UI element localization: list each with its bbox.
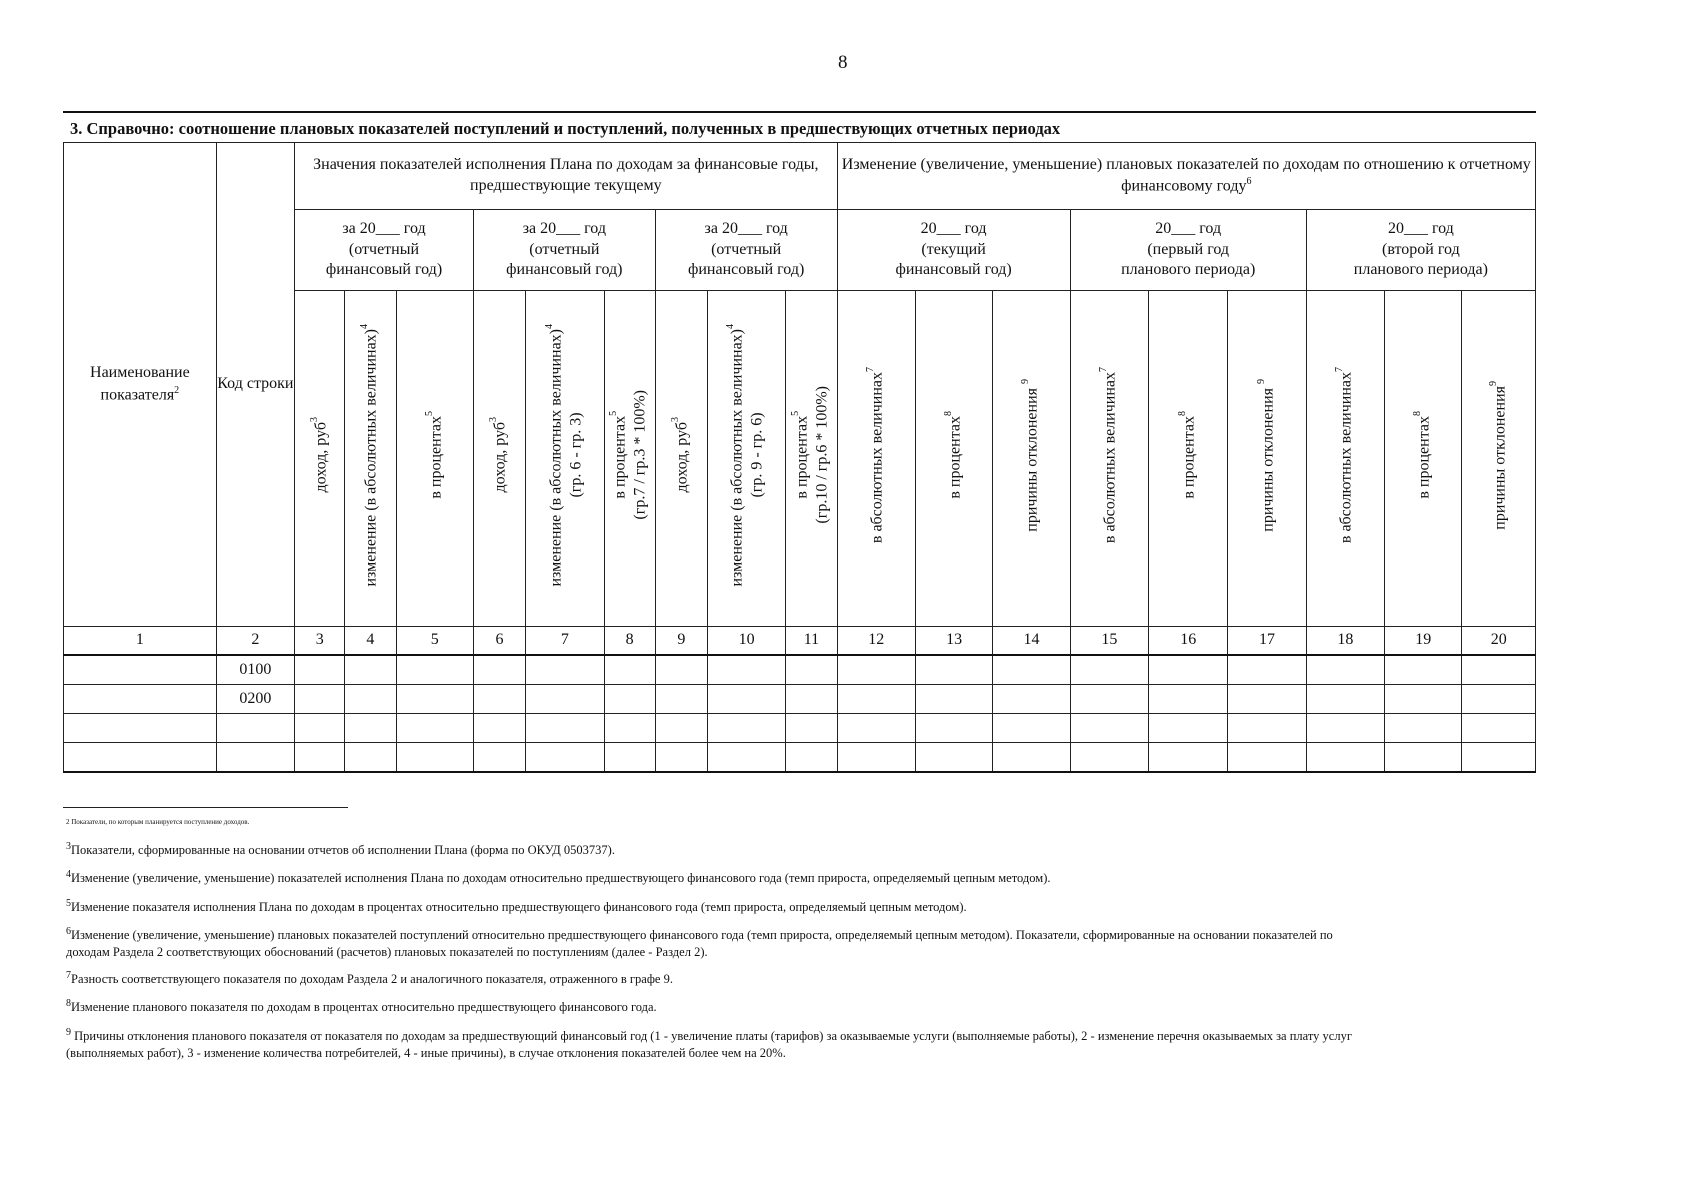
footnote-ref: 4	[725, 323, 737, 329]
year-header-3	[655, 210, 837, 291]
year-header-line2: (отчетный	[711, 240, 782, 258]
data-cell[interactable]	[1462, 714, 1536, 743]
data-cell[interactable]	[345, 714, 396, 743]
data-cell[interactable]	[655, 655, 707, 685]
subheader-label	[1412, 411, 1434, 499]
subheader-text: в процентах	[1415, 416, 1433, 499]
data-cell[interactable]	[915, 743, 992, 773]
data-cell[interactable]	[1385, 714, 1462, 743]
footnote-ref: 3	[488, 417, 500, 423]
data-cell[interactable]	[396, 714, 473, 743]
data-cell[interactable]	[345, 655, 396, 685]
footnote-number: 6	[66, 925, 71, 937]
subheader-label	[309, 417, 331, 493]
data-cell[interactable]	[1385, 655, 1462, 685]
year-header-line2: (отчетный	[529, 240, 600, 258]
subheader-col-4	[345, 291, 396, 627]
data-cell[interactable]	[993, 655, 1070, 685]
data-cell[interactable]	[1462, 743, 1536, 773]
footnote-6	[66, 925, 1366, 961]
subheader-col-15	[1070, 291, 1148, 627]
subheader-text: в процентах	[793, 416, 811, 499]
subheader-label	[943, 411, 965, 499]
group-header-actuals	[295, 143, 837, 210]
column-number: 6	[473, 627, 525, 656]
data-cell[interactable]	[1385, 743, 1462, 773]
footnote-ref: 8	[1177, 411, 1189, 417]
data-cell[interactable]	[1462, 655, 1536, 685]
year-header-line1: за 20___ год	[704, 219, 788, 237]
data-cell[interactable]	[345, 685, 396, 714]
data-cell[interactable]	[473, 655, 525, 685]
subheader-label	[608, 390, 650, 520]
footnote-4	[66, 868, 1366, 887]
subheader-col-6	[473, 291, 525, 627]
table-row	[64, 743, 1536, 773]
row-name-cell[interactable]	[64, 743, 217, 773]
column-number: 7	[526, 627, 604, 656]
year-header-line1: 20___ год	[1155, 219, 1222, 237]
footnote-text: Изменение планового показателя по доходам в процентах относительно предшествующего финансового года.	[71, 1000, 657, 1015]
table-row	[64, 714, 1536, 743]
row-name-cell[interactable]	[64, 714, 217, 743]
data-cell[interactable]	[345, 743, 396, 773]
footnote-number: 8	[66, 998, 71, 1010]
data-cell[interactable]	[993, 685, 1070, 714]
footnote-ref: 7	[1098, 367, 1110, 373]
data-cell[interactable]	[915, 655, 992, 685]
data-cell[interactable]	[655, 714, 707, 743]
data-cell[interactable]	[707, 743, 785, 773]
subheader-col-13	[915, 291, 992, 627]
group-header-changes	[837, 143, 1535, 210]
data-cell[interactable]	[1149, 714, 1228, 743]
subheader-col-9	[655, 291, 707, 627]
footnote-ref: 8	[1412, 411, 1424, 417]
year-header-line2: (первый год	[1147, 240, 1230, 258]
footnote-8	[66, 997, 1366, 1016]
data-cell[interactable]	[1149, 655, 1228, 685]
data-cell[interactable]	[295, 743, 345, 773]
footnote-5	[66, 897, 1366, 916]
data-cell[interactable]	[1228, 714, 1306, 743]
footnote-text: Показатели, по которым планируется поступление доходов.	[71, 818, 250, 826]
data-cell[interactable]	[707, 714, 785, 743]
subheader-col-7	[526, 291, 604, 627]
subheader-col-16	[1149, 291, 1228, 627]
subheader-label	[725, 324, 767, 587]
data-cell[interactable]	[604, 743, 655, 773]
data-cell[interactable]	[837, 655, 915, 685]
footnote-ref: 2	[174, 384, 180, 396]
data-cell[interactable]	[1306, 743, 1384, 773]
year-header-line2: (отчетный	[348, 240, 420, 258]
year-header-line3: финансовый год)	[688, 261, 805, 279]
data-cell[interactable]	[1070, 714, 1148, 743]
column-number: 2	[216, 627, 294, 656]
group-header-changes-label: Изменение (увеличение, уменьшение) плановых показателей по доходам по отношению к отчетному финансовому году	[841, 155, 1531, 195]
data-cell[interactable]	[1306, 714, 1384, 743]
column-number: 14	[993, 627, 1070, 656]
subheader-text: в процентах	[426, 416, 444, 499]
subheader-col-17	[1228, 291, 1306, 627]
footnote-ref: 3	[670, 417, 682, 423]
column-number: 8	[604, 627, 655, 656]
column-number: 19	[1385, 627, 1462, 656]
footnote-ref: 5	[423, 411, 435, 417]
subheader-col-3	[295, 291, 345, 627]
data-cell[interactable]	[915, 685, 992, 714]
subheader-col-11	[786, 291, 837, 627]
footnote-ref: 7	[1334, 367, 1346, 373]
column-number: 4	[345, 627, 396, 656]
data-cell[interactable]	[473, 685, 525, 714]
footnote-ref: 4	[359, 323, 371, 329]
column-number: 18	[1306, 627, 1384, 656]
subheader-text: причины отклонения	[1023, 383, 1041, 532]
footnote-ref: 5	[608, 411, 620, 417]
footnote-number: 9	[66, 1026, 71, 1038]
footnote-number: 5	[66, 897, 71, 909]
data-cell[interactable]	[1306, 685, 1384, 714]
subheader-label	[1256, 379, 1278, 532]
footnote-7	[66, 969, 1366, 988]
row-code-cell[interactable]	[216, 743, 294, 773]
row-name-cell[interactable]	[64, 685, 217, 714]
year-header-line1: за 20___ год	[342, 219, 426, 237]
subheader-formula: (гр.10 / гр.6 * 100%)	[813, 386, 831, 524]
footnote-ref: 8	[942, 411, 954, 417]
column-number: 12	[837, 627, 915, 656]
subheader-label	[790, 386, 832, 524]
subheader-col-8	[604, 291, 655, 627]
footnote-ref: 9	[1020, 378, 1032, 384]
column-number: 10	[707, 627, 785, 656]
subheader-text: в процентах	[611, 416, 629, 499]
subheader-col-19	[1385, 291, 1462, 627]
data-cell[interactable]	[396, 685, 473, 714]
year-header-line3: планового периода)	[1121, 261, 1256, 279]
data-cell[interactable]	[707, 655, 785, 685]
data-cell[interactable]	[707, 685, 785, 714]
data-cell[interactable]	[786, 655, 837, 685]
subheader-col-12	[837, 291, 915, 627]
data-cell[interactable]	[915, 714, 992, 743]
data-cell[interactable]	[993, 743, 1070, 773]
subheader-text: причины отклонения	[1490, 385, 1508, 530]
subheader-label	[865, 367, 887, 543]
column-number: 1	[64, 627, 217, 656]
year-header-6	[1306, 210, 1535, 291]
data-cell[interactable]	[295, 714, 345, 743]
subheader-text: в абсолютных величинах	[1337, 372, 1355, 544]
report-table	[63, 142, 1536, 773]
subheader-label	[1334, 367, 1356, 543]
data-cell[interactable]	[1462, 685, 1536, 714]
data-cell[interactable]	[1070, 685, 1148, 714]
year-header-line3: финансовый год)	[325, 261, 443, 279]
data-cell[interactable]	[1306, 655, 1384, 685]
subheader-text: в процентах	[1180, 416, 1198, 499]
column-header-name	[64, 143, 217, 627]
footnotes	[66, 818, 1366, 1070]
subheader-label	[424, 411, 446, 499]
column-number: 9	[655, 627, 707, 656]
row-name-cell[interactable]	[64, 655, 217, 685]
data-cell[interactable]	[1228, 685, 1306, 714]
year-header-line1: 20___ год	[920, 219, 987, 237]
table-row	[64, 655, 1536, 685]
data-cell[interactable]	[604, 655, 655, 685]
data-cell[interactable]	[526, 655, 604, 685]
subheader-text: причины отклонения	[1259, 383, 1277, 532]
data-cell[interactable]	[295, 685, 345, 714]
column-number: 13	[915, 627, 992, 656]
year-header-4	[837, 210, 1070, 291]
footnote-text: Показатели, сформированные на основании отчетов об исполнении Плана (форма по ОКУД 0503737).	[71, 843, 615, 858]
year-header-line2: (второй год	[1382, 240, 1460, 258]
row-code-cell[interactable]	[216, 714, 294, 743]
column-number: 16	[1149, 627, 1228, 656]
column-header-name-label: Наименование показателя	[90, 364, 190, 404]
subheader-text: изменение (в абсолютных величинах)	[546, 328, 564, 587]
subheader-label	[544, 324, 586, 587]
data-cell[interactable]	[526, 714, 604, 743]
subheader-col-10	[707, 291, 785, 627]
data-cell[interactable]	[604, 685, 655, 714]
footnote-ref: 6	[1246, 176, 1252, 188]
footnote-text: Причины отклонения планового показателя от показателя по доходам за предшествующий финансовый год (1 - увеличение платы (тарифов) за оказываемые услуги (выполняемые работы), 2 - изменение перечня оказываемых за плату услуг (выполняемых работ), 3 - изменение количества потребителей, 4 - иные причины), в случае отклонения показателей более чем на 20%.	[66, 1028, 1352, 1060]
subheader-text: в процентах	[946, 416, 964, 499]
footnote-2	[66, 818, 1366, 827]
data-cell[interactable]	[396, 655, 473, 685]
year-header-5	[1070, 210, 1306, 291]
data-cell[interactable]	[526, 743, 604, 773]
year-header-line1: 20___ год	[1387, 219, 1454, 237]
year-header-line1: за 20___ год	[522, 219, 606, 237]
footnote-ref: 4	[543, 323, 555, 329]
data-cell[interactable]	[1385, 685, 1462, 714]
footnote-ref: 9	[1255, 378, 1267, 384]
footnote-number: 7	[66, 970, 71, 982]
year-header-line3: финансовый год)	[506, 261, 623, 279]
data-cell[interactable]	[1228, 655, 1306, 685]
data-cell[interactable]	[1149, 685, 1228, 714]
footnote-number: 3	[66, 841, 71, 853]
footnote-ref: 5	[790, 411, 802, 417]
subheader-formula: (гр.7 / гр.3 * 100%)	[631, 390, 649, 520]
data-cell[interactable]	[1070, 743, 1148, 773]
footnote-9	[66, 1026, 1366, 1062]
subheader-text: доход, руб	[673, 422, 691, 493]
column-header-code-label: Код строки	[217, 375, 294, 393]
footnote-text: Изменение (увеличение, уменьшение) показателей исполнения Плана по доходам относительно предшествующего финансового года (темп прироста, определяемый цепным методом).	[71, 871, 1051, 886]
group-header-actuals-label: Значения показателей исполнения Плана по доходам за финансовые годы, предшествующие текущему	[313, 156, 819, 194]
section-title: 3. Справочно: соотношение плановых показателей поступлений и поступлений, полученных в предшествующих отчетных периодах	[70, 119, 1061, 138]
year-header-line3: финансовый год)	[895, 261, 1012, 279]
year-header-line2: (текущий	[921, 240, 986, 258]
footnote-3	[66, 840, 1366, 859]
subheader-col-5	[396, 291, 473, 627]
data-cell[interactable]	[837, 743, 915, 773]
data-cell[interactable]	[1149, 743, 1228, 773]
footnote-text: Изменение показателя исполнения Плана по доходам в процентах относительно предшествующего финансового года (темп прироста, определяемый цепным методом).	[71, 899, 967, 914]
subheader-text: доход, руб	[311, 422, 329, 493]
subheader-text: изменение (в абсолютных величинах)	[362, 328, 380, 587]
subheader-col-20	[1462, 291, 1536, 627]
page-number: 8	[838, 52, 848, 73]
year-header-1	[295, 210, 474, 291]
subheader-text: доход, руб	[491, 422, 509, 493]
year-header-2	[473, 210, 655, 291]
column-number: 5	[396, 627, 473, 656]
subheader-label	[1488, 381, 1510, 530]
subheader-col-18	[1306, 291, 1384, 627]
data-cell[interactable]	[526, 685, 604, 714]
footnote-number: 4	[66, 869, 71, 881]
data-cell[interactable]	[655, 685, 707, 714]
row-code-cell[interactable]: 0200	[216, 685, 294, 714]
data-cell[interactable]	[786, 714, 837, 743]
footnote-rule	[63, 807, 348, 808]
column-number: 3	[295, 627, 345, 656]
data-cell[interactable]	[1228, 743, 1306, 773]
data-cell[interactable]	[295, 655, 345, 685]
subheader-label	[359, 324, 381, 587]
column-header-code	[216, 143, 294, 627]
data-cell[interactable]	[396, 743, 473, 773]
footnote-number: 2	[66, 818, 70, 826]
subheader-col-14	[993, 291, 1070, 627]
year-header-line3: планового периода)	[1353, 261, 1488, 279]
subheader-label	[670, 417, 692, 493]
subheader-text: в абсолютных величинах	[868, 372, 886, 544]
subheader-text: в абсолютных величинах	[1101, 372, 1119, 544]
footnote-ref: 9	[1487, 380, 1499, 386]
footnote-text: Изменение (увеличение, уменьшение) плановых показателей поступлений относительно предшествующего финансового года (темп прироста, определяемый цепным методом). Показатели, сформированные на основании показателей по доходам Раздела 2 соответствующих обоснований (расчетов) плановых показателей по поступлениям (далее - Раздел 2).	[66, 927, 1333, 959]
data-cell[interactable]	[786, 685, 837, 714]
footnote-ref: 7	[865, 367, 877, 373]
data-cell[interactable]	[786, 743, 837, 773]
data-cell[interactable]	[1070, 655, 1148, 685]
data-cell[interactable]	[473, 714, 525, 743]
data-cell[interactable]	[473, 743, 525, 773]
data-cell[interactable]	[837, 714, 915, 743]
data-cell[interactable]	[655, 743, 707, 773]
footnote-ref: 3	[308, 417, 320, 423]
column-number: 11	[786, 627, 837, 656]
data-cell[interactable]	[993, 714, 1070, 743]
subheader-label	[1098, 367, 1120, 543]
subheader-label	[488, 417, 510, 493]
subheader-label	[1177, 411, 1199, 499]
row-code-cell[interactable]: 0100	[216, 655, 294, 685]
column-number: 15	[1070, 627, 1148, 656]
data-cell[interactable]	[604, 714, 655, 743]
column-number: 17	[1228, 627, 1306, 656]
table-row	[64, 685, 1536, 714]
subheader-formula: (гр. 6 - гр. 3)	[566, 412, 584, 498]
data-cell[interactable]	[837, 685, 915, 714]
subheader-label	[1020, 379, 1042, 532]
subheader-text: изменение (в абсолютных величинах)	[728, 328, 746, 587]
footnote-text: Разность соответствующего показателя по доходам Раздела 2 и аналогичного показателя, отраженного в графе 9.	[71, 972, 673, 987]
column-number: 20	[1462, 627, 1536, 656]
subheader-formula: (гр. 9 - гр. 6)	[748, 412, 766, 498]
top-rule	[63, 111, 1536, 113]
